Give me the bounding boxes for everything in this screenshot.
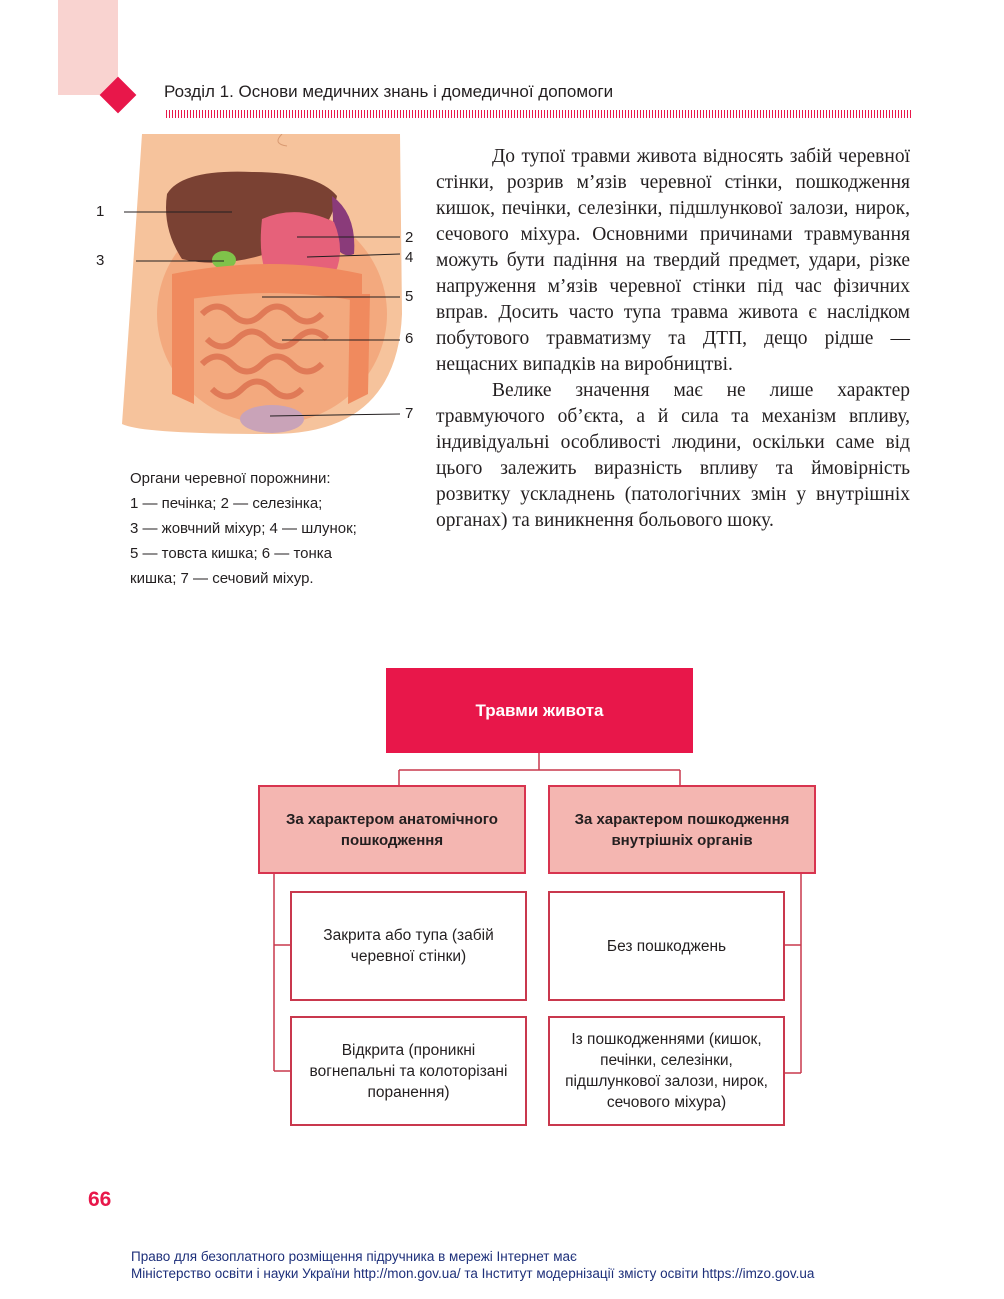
diagram-leaf-with-damage: Із пошкодженнями (кишок, печінки, селезінки, підшлункової залози, нирок, сечового міхура) — [548, 1016, 785, 1126]
diagram-leaf-closed: Закрита або тупа (забій черевної стінки) — [290, 891, 527, 1001]
callout-7: 7 — [405, 405, 414, 422]
caption-line: Органи черевної порожнини: — [130, 470, 331, 487]
caption-line: 5 — товста кишка; 6 — тонка — [130, 545, 333, 562]
callout-6: 6 — [405, 330, 414, 347]
callout-4: 4 — [405, 249, 414, 266]
diagram-category-organs: За характером пошкодження внутрішніх органів — [548, 785, 816, 874]
page-number: 66 — [88, 1188, 112, 1211]
diagram-category-anatomical: За характером анатомічного пошкодження — [258, 785, 526, 874]
callout-5: 5 — [405, 288, 414, 305]
diagram-leaf-open: Відкрита (проникні вогнепальні та колоторізані поранення) — [290, 1016, 527, 1126]
section-title: Розділ 1. Основи медичних знань і домедичної допомоги — [164, 82, 614, 101]
footer — [131, 1248, 814, 1282]
diagram-leaf-no-damage: Без пошкоджень — [548, 891, 785, 1001]
callout-1: 1 — [96, 203, 105, 220]
paragraph: Велике значення має не лише характер травмуючого об’єкта, а й сила та механізм впливу, індивідуальні особливості людини, оскільки саме від цього залежить виразність впливу та ймовірність розвитку ускладнень (патологічних змін у внутрішніх органах) та виникнення больового шоку. — [436, 380, 910, 531]
footer-line: Міністерство освіти і науки України http://mon.gov.ua/ та Інститут модернізації змісту освіти https://imzo.gov.ua — [131, 1266, 815, 1281]
caption-line: 3 — жовчний міхур; 4 — шлунок; — [130, 520, 357, 537]
caption-line: 1 — печінка; 2 — селезінка; — [130, 495, 323, 512]
callout-3: 3 — [96, 252, 105, 269]
callout-2: 2 — [405, 229, 414, 246]
diagram-root: Травми живота — [386, 668, 693, 753]
caption-line: кишка; 7 — сечовий міхур. — [130, 570, 314, 587]
footer-line: Право для безоплатного розміщення підручника в мережі Інтернет має — [131, 1249, 577, 1264]
paragraph: До тупої травми живота відносять забій черевної стінки, розрив м’язів черевної стінки, пошкодження кишок, печінки, селезінки, підшлункової залози, нирок, сечового міхура. Основними причинами травмування можуть бути падіння на твердий предмет, удари, різке напруження м’язів черевної стінки під час фізичних вправ. Досить часто тупа травма живота є наслідком побутового травматизму та ДТП, дещо рідше — нещасних випадків на виробництві. — [436, 146, 910, 375]
